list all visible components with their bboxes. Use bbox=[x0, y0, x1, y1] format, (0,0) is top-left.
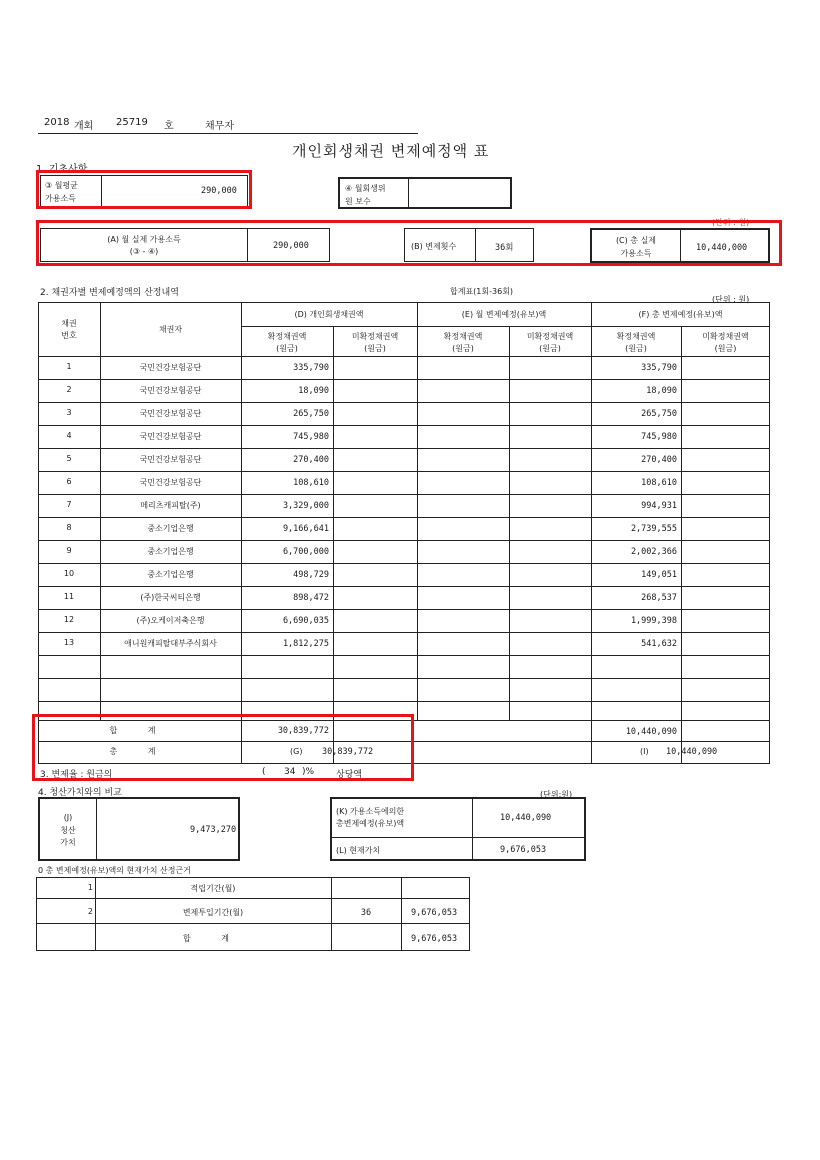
monthly-income-box: ③ 월평균 가용소득 290,000 bbox=[40, 175, 248, 207]
c-box: (C) 총 실제 가용소득 10,440,000 bbox=[590, 228, 770, 263]
creditor-name: 국민건강보험공단 bbox=[139, 478, 202, 487]
f-confirmed-amount: 1,999,398 bbox=[630, 616, 677, 626]
j-box: (J) 청산 가치 9,473,270 bbox=[38, 797, 240, 861]
f-confirmed-amount: 270,400 bbox=[641, 455, 677, 465]
page-title: 개인회생채권 변제예정액 표 bbox=[292, 142, 490, 160]
repayment-months: 36 bbox=[360, 908, 372, 918]
row-divider bbox=[38, 540, 770, 541]
creditor-number: 4 bbox=[66, 431, 72, 440]
highlight-totals bbox=[32, 714, 414, 781]
d-confirmed-amount: 498,729 bbox=[293, 570, 329, 580]
case-year: 2018 bbox=[44, 117, 70, 128]
b-value: 36회 bbox=[495, 243, 514, 253]
case-number: 25719 bbox=[116, 117, 148, 128]
creditor-number: 7 bbox=[66, 500, 72, 509]
row-divider bbox=[38, 632, 770, 633]
row-divider bbox=[38, 425, 770, 426]
section5-title: 0 총 변제예정(유보)액의 현재가치 산정근거 bbox=[38, 866, 191, 875]
section1-title: 1. 기초사항 bbox=[36, 164, 88, 175]
col-d: (D) 개인회생채권액 bbox=[294, 310, 364, 319]
f-confirmed-amount: 541,632 bbox=[641, 639, 677, 649]
a-box: (A) 월 실제 가용소득 (③ - ④) 290,000 bbox=[40, 228, 330, 262]
accumulation-period-label: 적립기간(월) bbox=[190, 884, 236, 893]
debtor-label: 채무자 bbox=[205, 121, 234, 132]
row-divider bbox=[38, 402, 770, 403]
creditor-number: 5 bbox=[66, 454, 72, 463]
d-confirmed-amount: 6,690,035 bbox=[282, 616, 329, 626]
row-divider bbox=[38, 586, 770, 587]
f-confirmed-amount: 745,980 bbox=[641, 432, 677, 442]
creditor-name: (주)오케이저축은행 bbox=[136, 616, 205, 625]
sum-f-value: 10,440,090 bbox=[625, 727, 677, 737]
d-confirmed-amount: 1,812,275 bbox=[282, 639, 329, 649]
highlight-monthly-income bbox=[36, 170, 252, 209]
highlight-available-income-row bbox=[36, 220, 782, 266]
unit-top: (단위 : 원) bbox=[712, 218, 750, 227]
sum-label: 합 계 bbox=[109, 726, 170, 735]
creditor-name: 중소기업은행 bbox=[147, 570, 194, 579]
total-label: 총 계 bbox=[109, 747, 170, 756]
creditor-number: 3 bbox=[66, 408, 72, 417]
d-confirmed-amount: 9,166,641 bbox=[282, 524, 329, 534]
a-value: 290,000 bbox=[273, 241, 309, 251]
case-ho: 호 bbox=[164, 121, 174, 132]
i-value: 10,440,090 bbox=[666, 747, 718, 757]
creditor-name: 중소기업은행 bbox=[147, 547, 194, 556]
present-value-table: 1 적립기간(월) 2 변제투입기간(월) 36 9,676,053 합 계 9,676,053 bbox=[36, 877, 470, 951]
f-confirmed-amount: 18,090 bbox=[646, 386, 677, 396]
row-divider bbox=[38, 678, 770, 679]
d-confirmed-amount: 18,090 bbox=[298, 386, 329, 396]
row-divider bbox=[38, 448, 770, 449]
d-confirmed-amount: 3,329,000 bbox=[282, 501, 329, 511]
row-divider bbox=[38, 701, 770, 702]
row-divider bbox=[38, 517, 770, 518]
j-value: 9,473,270 bbox=[190, 825, 237, 835]
k-value: 10,440,090 bbox=[500, 813, 552, 823]
repayment-rate: 34 bbox=[284, 767, 296, 777]
table-reference: 합계표(1회-36회) bbox=[450, 287, 514, 296]
creditor-name: 애니원캐피탈대부주식회사 bbox=[124, 639, 217, 648]
monthly-income-value: 290,000 bbox=[201, 186, 237, 196]
row-divider bbox=[38, 494, 770, 495]
f-confirmed-amount: 994,931 bbox=[641, 501, 677, 511]
pv-total-value: 9,676,053 bbox=[411, 934, 458, 944]
creditor-number: 9 bbox=[66, 546, 72, 555]
creditor-number: 13 bbox=[63, 638, 75, 647]
creditor-number: 12 bbox=[63, 615, 75, 624]
creditor-number: 6 bbox=[66, 477, 72, 486]
row-divider bbox=[38, 471, 770, 472]
d-confirmed-amount: 6,700,000 bbox=[282, 547, 329, 557]
row-divider bbox=[38, 563, 770, 564]
f-confirmed-amount: 2,739,555 bbox=[630, 524, 677, 534]
section4-title: 4. 청산가치와의 비교 bbox=[38, 788, 122, 798]
creditor-name: 중소기업은행 bbox=[147, 524, 194, 533]
creditor-number: 8 bbox=[66, 523, 72, 532]
creditor-name: 국민건강보험공단 bbox=[139, 432, 202, 441]
creditor-name: 국민건강보험공단 bbox=[139, 386, 202, 395]
creditor-number: 1 bbox=[66, 362, 72, 371]
b-box: (B) 변제횟수 36회 bbox=[404, 228, 534, 262]
f-confirmed-amount: 268,537 bbox=[641, 593, 677, 603]
row-divider bbox=[38, 379, 770, 380]
section3-label: 3. 변제율 : 원금의 bbox=[40, 770, 113, 780]
creditor-name: 메리츠캐피탈(주) bbox=[140, 501, 201, 510]
creditor-name: 국민건강보험공단 bbox=[139, 409, 202, 418]
sum-d-value: 30,839,772 bbox=[277, 726, 329, 736]
f-confirmed-amount: 2,002,366 bbox=[630, 547, 677, 557]
court-type: 개회 bbox=[74, 121, 94, 132]
section2-title: 2. 채권자별 변제예정액의 산정내역 bbox=[40, 288, 179, 298]
d-confirmed-amount: 335,790 bbox=[293, 363, 329, 373]
g-value: 30,839,772 bbox=[322, 747, 374, 757]
col-f: (F) 총 변제예정(유보)액 bbox=[638, 310, 723, 319]
creditor-name: 국민건강보험공단 bbox=[139, 363, 202, 372]
row-divider bbox=[38, 609, 770, 610]
col-e: (E) 월 변제예정(유보)액 bbox=[461, 310, 547, 319]
creditor-number: 10 bbox=[63, 569, 75, 578]
c-value: 10,440,000 bbox=[696, 243, 748, 253]
trustee-fee-box: ④ 월회생위 원 보수 bbox=[338, 177, 512, 209]
pv-total-label: 합 계 bbox=[183, 934, 243, 943]
unit-section2: (단위 : 원) bbox=[712, 295, 750, 304]
d-confirmed-amount: 108,610 bbox=[293, 478, 329, 488]
col-creditor: 채권자 bbox=[158, 325, 183, 334]
repayment-period-value: 9,676,053 bbox=[411, 908, 458, 918]
f-confirmed-amount: 108,610 bbox=[641, 478, 677, 488]
kl-box: (K) 가용소득에의한 총변제예정(유보)액 10,440,090 (L) 현재가치 9,676,053 bbox=[330, 797, 586, 861]
creditor-name: (주)한국씨티은행 bbox=[140, 593, 201, 602]
f-confirmed-amount: 265,750 bbox=[641, 409, 677, 419]
row-divider bbox=[38, 655, 770, 656]
d-confirmed-amount: 265,750 bbox=[293, 409, 329, 419]
creditor-name: 국민건강보험공단 bbox=[139, 455, 202, 464]
f-confirmed-amount: 335,790 bbox=[641, 363, 677, 373]
d-confirmed-amount: 270,400 bbox=[293, 455, 329, 465]
repayment-period-label: 변제투입기간(월) bbox=[182, 908, 244, 917]
creditor-number: 11 bbox=[63, 592, 75, 601]
l-value: 9,676,053 bbox=[500, 845, 547, 855]
unit-section4: (단위:원) bbox=[540, 790, 573, 799]
creditor-number: 2 bbox=[66, 385, 72, 394]
f-confirmed-amount: 149,051 bbox=[641, 570, 677, 580]
header-underline bbox=[38, 133, 418, 134]
d-confirmed-amount: 745,980 bbox=[293, 432, 329, 442]
d-confirmed-amount: 898,472 bbox=[293, 593, 329, 603]
